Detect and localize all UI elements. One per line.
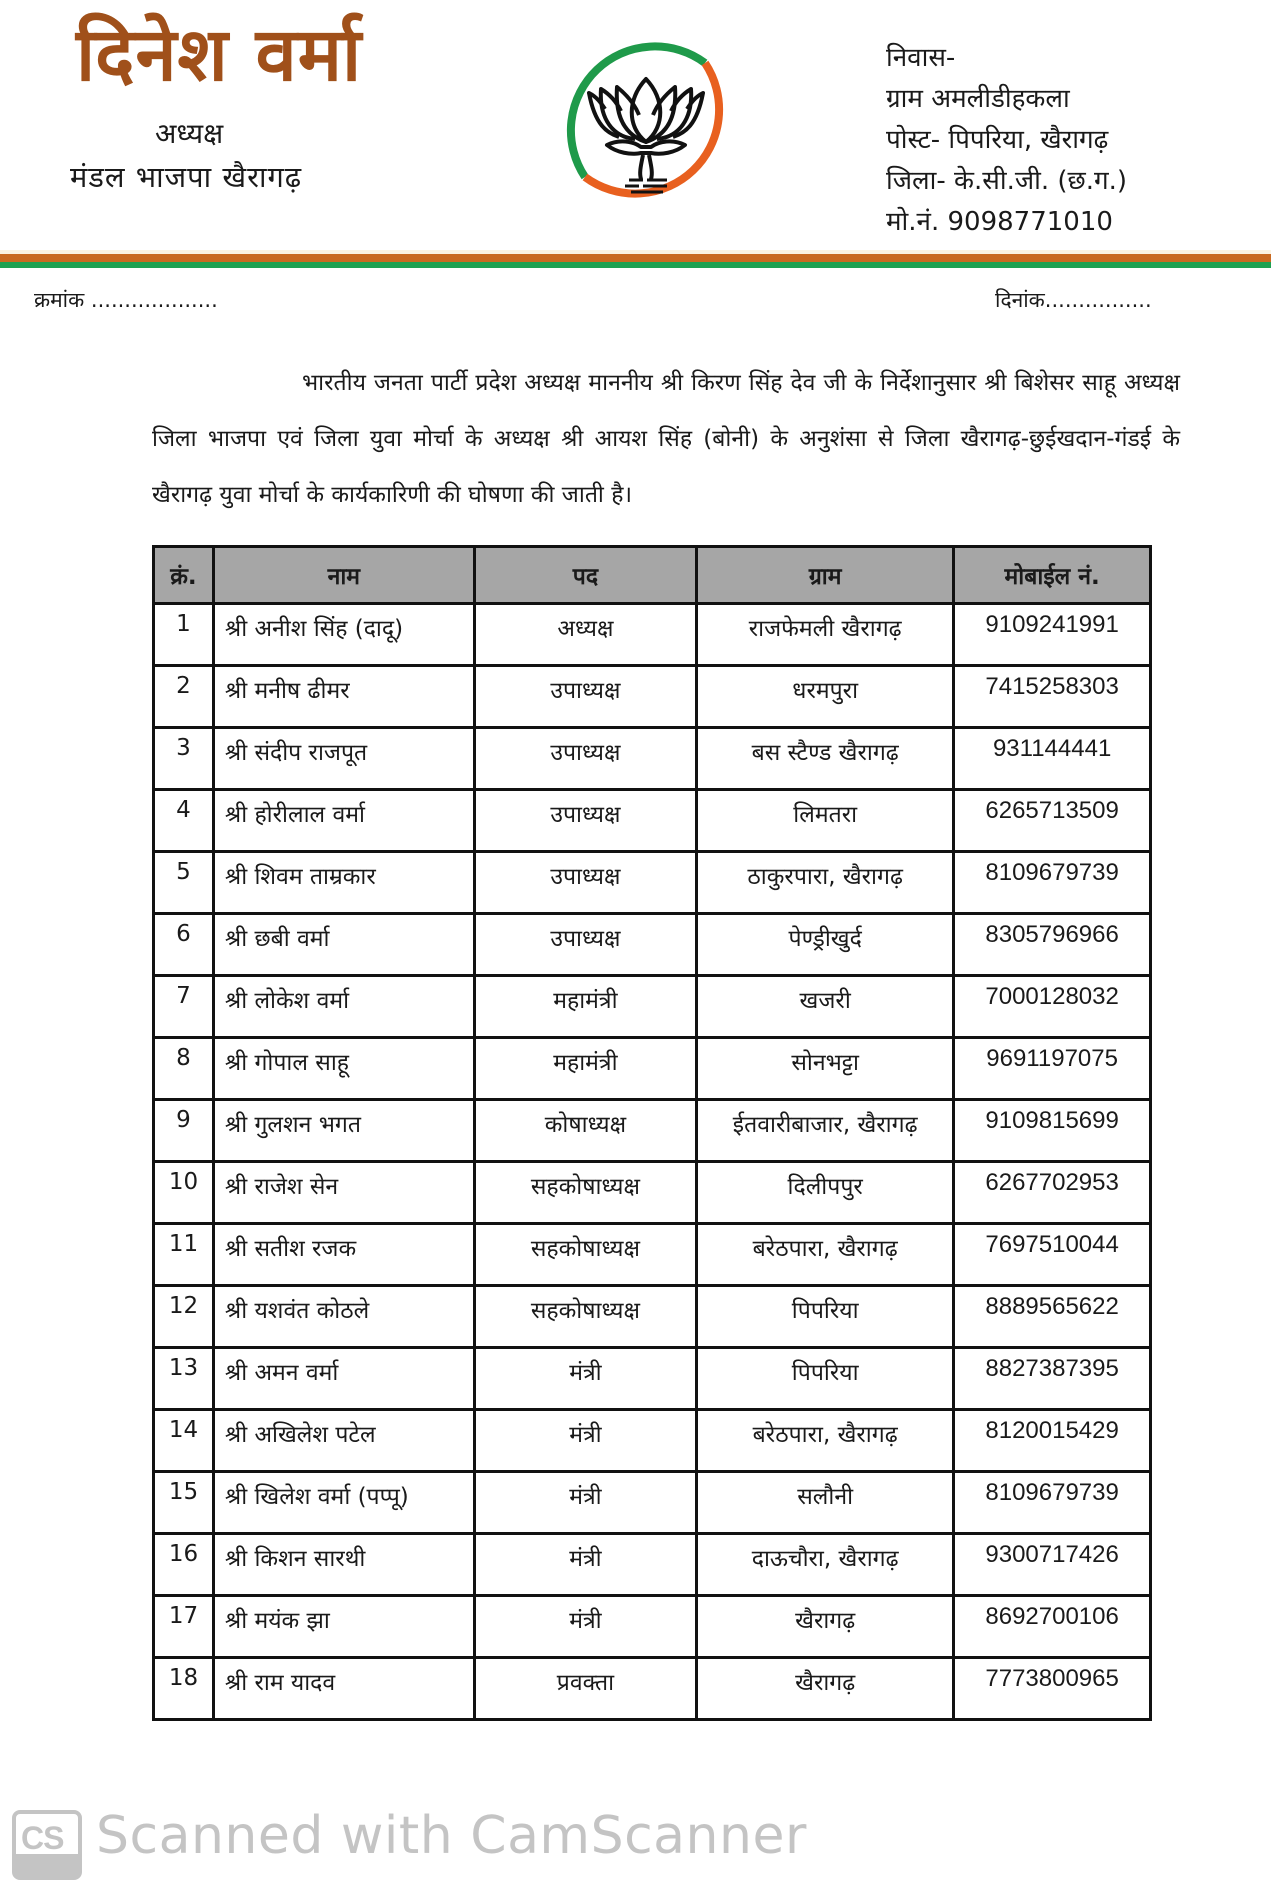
table-row [154,1410,1151,1472]
cell-mobile: 7773800965 [954,1658,1151,1720]
cell-name: श्री खिलेश वर्मा (पप्पू) [213,1472,474,1534]
table-row [154,1100,1151,1162]
cell-post: मंत्री [474,1472,696,1534]
cell-post: उपाध्यक्ष [474,728,696,790]
camscanner-badge-text: CS [21,1820,64,1856]
header-post: पद [474,547,696,604]
cell-name: श्री छबी वर्मा [213,914,474,976]
cell-name: श्री शिवम ताम्रकार [213,852,474,914]
cell-post: कोषाध्यक्ष [474,1100,696,1162]
cell-serial: 18 [154,1658,214,1720]
letterhead-organization: मंडल भाजपा खैरागढ़ [70,160,303,194]
address-phone: मो.नं. 9098771010 [886,207,1113,237]
cell-post: मंत्री [474,1348,696,1410]
cell-serial: 1 [154,604,214,666]
table-row [154,1348,1151,1410]
table-row [154,790,1151,852]
table-row [154,1534,1151,1596]
cell-name: श्री लोकेश वर्मा [213,976,474,1038]
cell-name: श्री गोपाल साहू [213,1038,474,1100]
cell-village: सलौनी [697,1472,954,1534]
camscanner-logo-icon [12,1810,82,1880]
cell-name: श्री यशवंत कोठले [213,1286,474,1348]
cell-village: बस स्टैण्ड खैरागढ़ [697,728,954,790]
cell-serial: 16 [154,1534,214,1596]
cell-village: ठाकुरपारा, खैरागढ़ [697,852,954,914]
cell-serial: 12 [154,1286,214,1348]
header-village: ग्राम [697,547,954,604]
cell-mobile: 6267702953 [954,1162,1151,1224]
cell-post: सहकोषाध्यक्ष [474,1286,696,1348]
camscanner-watermark: Scanned with CamScanner [96,1806,807,1866]
cell-post: उपाध्यक्ष [474,914,696,976]
table-row [154,914,1151,976]
cell-name: श्री अखिलेश पटेल [213,1410,474,1472]
table-header-row [154,547,1151,604]
cell-serial: 8 [154,1038,214,1100]
table-row [154,1038,1151,1100]
table-row [154,1472,1151,1534]
cell-serial: 4 [154,790,214,852]
cell-serial: 7 [154,976,214,1038]
cell-village: राजफेमली खैरागढ़ [697,604,954,666]
address-line: जिला- के.सी.जी. (छ.ग.) [886,166,1128,196]
table-row [154,1286,1151,1348]
cell-name: श्री अमन वर्मा [213,1348,474,1410]
cell-name: श्री गुलशन भगत [213,1100,474,1162]
announcement-paragraph: भारतीय जनता पार्टी प्रदेश अध्यक्ष माननीय श्री किरण सिंह देव जी के निर्देशानुसार श्री बिशेसर साहू अध्यक्ष जिला भाजपा एवं जिला युवा मोर्चा के अध्यक्ष श्री आयश सिंह (बोनी) के अनुशंसा से जिला खैरागढ़-छुईखदान-गंडई के खैरागढ़ युवा मोर्चा के कार्यकारिणी की घोषणा की जाती है। [152,370,1180,508]
cell-mobile: 9691197075 [954,1038,1151,1100]
cell-mobile: 931144441 [954,728,1151,790]
cell-serial: 10 [154,1162,214,1224]
table-row [154,604,1151,666]
address-line: पोस्ट- पिपरिया, खैरागढ़ [886,125,1109,155]
cell-post: मंत्री [474,1410,696,1472]
cell-village: खैरागढ़ [697,1658,954,1720]
cell-serial: 6 [154,914,214,976]
cell-village: बरेठपारा, खैरागढ़ [697,1224,954,1286]
cell-mobile: 6265713509 [954,790,1151,852]
bjp-lotus-icon [555,27,737,205]
cell-serial: 11 [154,1224,214,1286]
cell-serial: 15 [154,1472,214,1534]
cell-mobile: 8109679739 [954,1472,1151,1534]
cell-name: श्री होरीलाल वर्मा [213,790,474,852]
cell-serial: 2 [154,666,214,728]
cell-serial: 17 [154,1596,214,1658]
cell-name: श्री मयंक झा [213,1596,474,1658]
header-serial: क्रं. [154,547,214,604]
address-line: निवास- [886,43,956,73]
cell-post: सहकोषाध्यक्ष [474,1224,696,1286]
address-line: ग्राम अमलीडीहकला [886,84,1070,114]
letterhead-name: दिनेश वर्मा [76,12,363,98]
cell-mobile: 7415258303 [954,666,1151,728]
cell-post: उपाध्यक्ष [474,852,696,914]
cell-village: ईतवारीबाजार, खैरागढ़ [697,1100,954,1162]
cell-post: उपाध्यक्ष [474,790,696,852]
cell-post: उपाध्यक्ष [474,666,696,728]
cell-post: मंत्री [474,1596,696,1658]
table-row [154,1596,1151,1658]
cell-name: श्री सतीश रजक [213,1224,474,1286]
cell-mobile: 9109241991 [954,604,1151,666]
cell-post: महामंत्री [474,1038,696,1100]
cell-mobile: 8692700106 [954,1596,1151,1658]
table-body [154,604,1151,1720]
table-row [154,728,1151,790]
reference-number: क्रमांक ................... [34,288,218,312]
cell-serial: 3 [154,728,214,790]
cell-village: लिमतरा [697,790,954,852]
header-name: नाम [213,547,474,604]
cell-mobile: 8120015429 [954,1410,1151,1472]
cell-post: सहकोषाध्यक्ष [474,1162,696,1224]
letterhead-address [886,38,1127,243]
cell-mobile: 8109679739 [954,852,1151,914]
table-row [154,976,1151,1038]
cell-village: दिलीपपुर [697,1162,954,1224]
cell-mobile: 8889565622 [954,1286,1151,1348]
cell-mobile: 7000128032 [954,976,1151,1038]
cell-village: सोनभट्टा [697,1038,954,1100]
cell-village: खैरागढ़ [697,1596,954,1658]
cell-mobile: 9109815699 [954,1100,1151,1162]
cell-mobile: 8305796966 [954,914,1151,976]
cell-village: धरमपुरा [697,666,954,728]
table-row [154,1224,1151,1286]
cell-name: श्री राजेश सेन [213,1162,474,1224]
table-row [154,666,1151,728]
date-line: दिनांक................ [995,288,1152,312]
cell-serial: 14 [154,1410,214,1472]
header-mobile: मोबाईल नं. [954,547,1151,604]
cell-name: श्री मनीष ढीमर [213,666,474,728]
cell-name: श्री किशन सारथी [213,1534,474,1596]
cell-post: महामंत्री [474,976,696,1038]
table-row [154,852,1151,914]
cell-serial: 9 [154,1100,214,1162]
cell-name: श्री संदीप राजपूत [213,728,474,790]
cell-village: दाऊचौरा, खैरागढ़ [697,1534,954,1596]
header-divider-saffron [0,254,1271,262]
cell-post: प्रवक्ता [474,1658,696,1720]
table-row [154,1162,1151,1224]
cell-village: खजरी [697,976,954,1038]
executive-committee-table [152,545,1152,1721]
header-divider-green [0,262,1271,268]
cell-village: पिपरिया [697,1348,954,1410]
letterhead-role: अध्यक्ष [155,117,224,150]
cell-name: श्री राम यादव [213,1658,474,1720]
cell-mobile: 7697510044 [954,1224,1151,1286]
table-row [154,1658,1151,1720]
cell-name: श्री अनीश सिंह (दादू) [213,604,474,666]
cell-village: बरेठपारा, खैरागढ़ [697,1410,954,1472]
cell-serial: 13 [154,1348,214,1410]
cell-post: मंत्री [474,1534,696,1596]
cell-village: पिपरिया [697,1286,954,1348]
cell-village: पेण्ड्रीखुर्द [697,914,954,976]
cell-serial: 5 [154,852,214,914]
cell-post: अध्यक्ष [474,604,696,666]
cell-mobile: 8827387395 [954,1348,1151,1410]
cell-mobile: 9300717426 [954,1534,1151,1596]
